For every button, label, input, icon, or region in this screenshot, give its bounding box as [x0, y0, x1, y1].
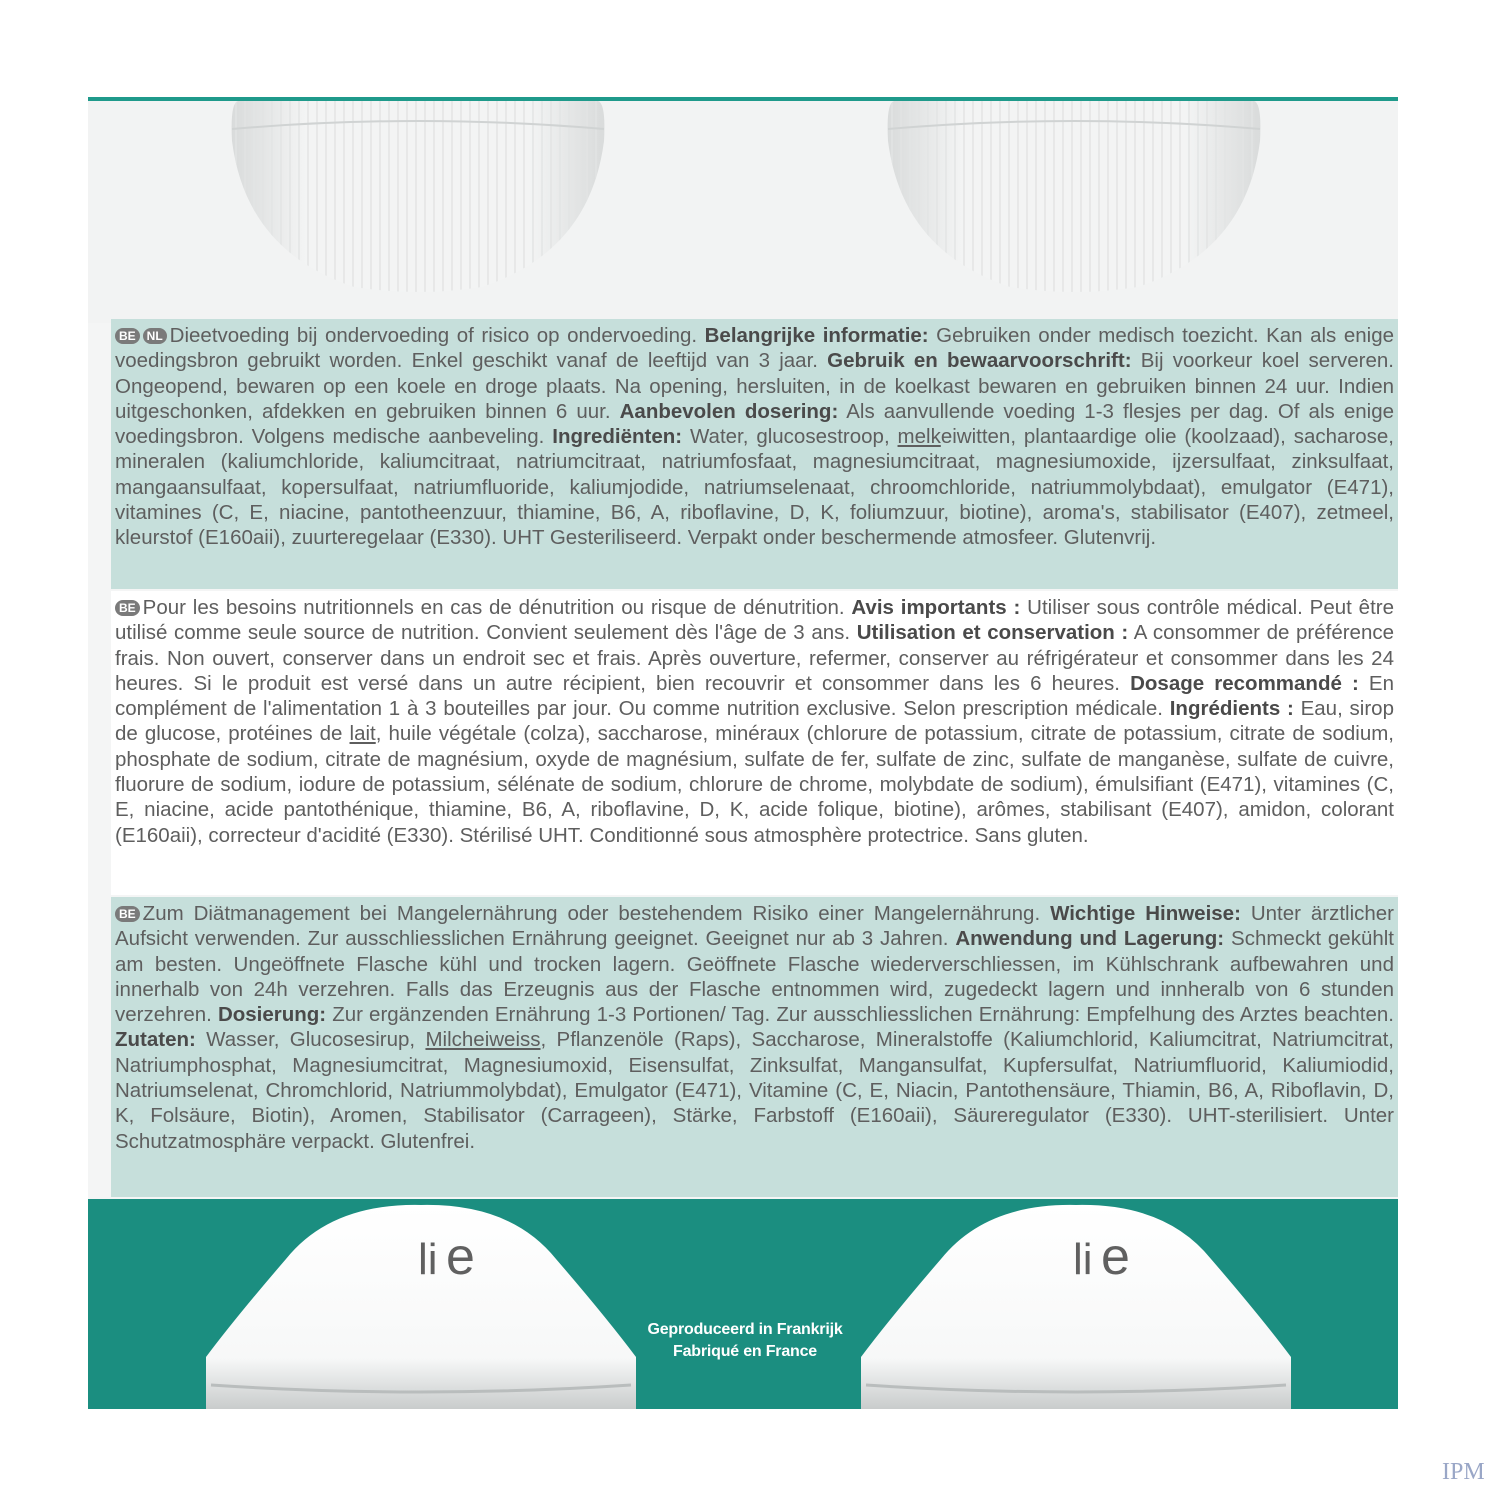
panel-text: Schmeckt gekühlt am besten. Ungeöffnete Flasche kühl und trocken lagern. Geöffnete Flasche wiederverschliessen, im Kühlschrank aufbewahren und innerhalb von 24h verzehren. Falls das Erzeugnis aus der Flasche entnommen wird, zugedeckt lagern und innheralb von 6 stunden verzehren. [115, 927, 1394, 1027]
language-badge-be: BE [115, 906, 140, 922]
language-badge-nl: NL [143, 328, 167, 344]
package-top-band [88, 97, 1398, 323]
panel-text: Dieetvoeding bij ondervoeding of risico op ondervoeding. [169, 324, 705, 347]
allergen-milk: lait [349, 722, 376, 746]
panel-text: Bij voorkeur koel serveren. Ongeopend, bewaren op een koele en droge plaats. Na opening, hersluiten, in de koelkast bewaren en gebruiken binnen 24 uur. Indien uitgeschonken, afdekken en gebruiken binnen 6 uur. [115, 349, 1394, 423]
heading-usage-storage: Gebruik en bewaarvoorschrift: [827, 349, 1132, 373]
panel-text: Utiliser sous contrôle médical. Peut être utilisé comme seule source de nutrition. Convient seulement dès l'âge de 3 ans. [115, 596, 1394, 645]
panel-text: Unter ärztlicher Aufsicht verwenden. Zur ausschliesslichen Ernährung geeignet. Geeignet nur ab 3 Jahren. [115, 902, 1395, 951]
panel-text: Wasser, Glucosesirup, [195, 1028, 426, 1052]
panel-text: Pour les besoins nutritionnels en cas de dénutrition ou risque de dénutrition. [142, 596, 852, 619]
heading-ingredients: Ingrédients : [1169, 697, 1294, 721]
heading-dosage: Aanbevolen dosering: [619, 399, 839, 423]
bottle-cap-left [232, 101, 604, 291]
panel-text: En complément de l'alimentation 1 à 3 bouteilles par jour. Ou comme nutrition exclusive. Selon prescription médicale. [115, 671, 1395, 721]
panel-text: Gebruiken onder medisch toezicht. Kan als enige voedingsbron gebruikt worden. Enkel geschikt vanaf de leeftijd van 3 jaar. [115, 324, 1395, 373]
product-package [88, 97, 1398, 1409]
origin-french: Fabriqué en France [673, 1343, 817, 1360]
svg-text:e: e [446, 1228, 475, 1286]
panel-text: Eau, sirop de glucose, protéines de [115, 697, 1394, 746]
watermark-logo-icon [1440, 1455, 1485, 1485]
allergen-milk: melk [897, 425, 941, 449]
heading-important-info: Belangrijke informatie: [704, 324, 929, 347]
origin-dutch: Geproduceerd in Frankrijk [647, 1321, 843, 1338]
panel-text: A consommer de préférence frais. Non ouvert, conserver dans un endroit sec et frais. Après ouverture, refermer, conserver au réfrigérateur et consommer dans les 24 heures. Si le produit est versé dans un autre récipient, bien recouvrir et consommer dans les 6 heures. [115, 621, 1395, 695]
panel-text: Als aanvullende voeding 1-3 flesjes per dag. Of als enige voedingsbron. Volgens medische aanbeveling. [115, 399, 1394, 449]
bottle-base-left [206, 1199, 636, 1409]
language-badge-be: BE [115, 600, 140, 616]
language-badge-be: BE [115, 328, 140, 344]
heading-ingredients: Ingrediënten: [552, 425, 683, 449]
bottle-cap-right [888, 101, 1260, 291]
svg-text:IPM: IPM [1442, 1459, 1485, 1485]
heading-ingredients: Zutaten: [115, 1028, 196, 1052]
allergen-milk: Milcheiweiss [425, 1028, 541, 1052]
heading-dosage: Dosage recommandé : [1130, 671, 1359, 695]
heading-dosage: Dosierung: [217, 1003, 327, 1027]
origin-statement [625, 1319, 865, 1363]
panel-text: , huile végétale (colza), saccharose, minéraux (chlorure de potassium, citrate de potassium, citrate de sodium, phosphate de sodium, citrate de magnésium, oxyde de magnésium, sulfate de fer, sulfate de zinc, sulfate de manganèse, sulfate de cuivre, fluorure de sodium, iodure de potassium, sélénate de sodium, chlorure de chrome, molybdate de sodium), émulsifiant (E471), vitamines (C, E, niacine, acide pantothénique, thiamine, B6, A, riboflavine, D, K, acide folique, biotine), arômes, stabilisant (E407), amidon, colorant (E160aii), correcteur d'acidité (E330). Stérilisé UHT. Conditionné sous atmosphère protectrice. Sans gluten. [115, 722, 1395, 847]
label-panel-dutch [111, 319, 1398, 589]
panel-text: , Pflanzenöle (Raps), Saccharose, Mineralstoffe (Kaliumchlorid, Kaliumcitrat, Natriumcitrat, Natriumphosphat, Magnesiumcitrat, Magnesiumoxid, Eisensulfat, Zinksulfat, Mangansulfat, Kupfersulfat, Natriumfluorid, Kaliumiodid, Natriumselenat, Chromchlorid, Natriummolybdat), Emulgator (E471), Vitamine (C, E, Niacin, Pantothensäure, Thiamin, B6, A, Riboflavin, D, K, Folsäure, Biotin), Aromen, Stabilisator (Carrageen), Stärke, Farbstoff (E160aii), Säureregulator (E330). UHT-sterilisiert. Unter Schutzatmosphäre verpackt. Glutenfrei. [115, 1028, 1394, 1153]
bottle-base-right [861, 1199, 1291, 1409]
label-panel-french [111, 591, 1398, 895]
panel-text: Water, glucosestroop, [682, 425, 898, 449]
heading-usage-storage: Anwendung und Lagerung: [955, 927, 1225, 951]
panel-text: Zur ergänzenden Ernährung 1-3 Portionen/ Tag. Zur ausschliesslichen Ernährung: Empfelhung des Arztes beachten. [326, 1003, 1394, 1027]
package-bottom-band [88, 1199, 1398, 1409]
svg-text:li: li [418, 1235, 438, 1284]
panel-text: Zum Diätmanagement bei Mangelernährung oder bestehendem Risiko einer Mangelernährung. [142, 902, 1051, 925]
label-panel-german [111, 897, 1398, 1197]
heading-important-info: Wichtige Hinweise: [1050, 902, 1241, 925]
heading-important-info: Avis importants : [851, 596, 1021, 619]
svg-text:e: e [1101, 1228, 1130, 1286]
heading-usage-storage: Utilisation et conservation : [856, 621, 1129, 645]
svg-text:li: li [1073, 1235, 1093, 1284]
panel-text: eiwitten, plantaardige olie (koolzaad), sacharose, mineralen (kaliumchloride, kaliumcitraat, natriumcitraat, natriumfosfaat, magnesiumcitraat, magnesiumoxide, ijzersulfaat, zinksulfaat, mangaansulfaat, kopersulfaat, natriumfluoride, kaliumjodide, natriumselenaat, chroomchloride, natriummolybdaat), emulgator (E471), vitamines (C, E, niacine, pantotheenzuur, thiamine, B6, A, riboflavine, D, K, foliumzuur, biotine), aroma's, stabilisator (E407), zetmeel, kleurstof (E160aii), zuurteregelaar (E330). UHT Gesteriliseerd. Verpakt onder beschermende atmosfeer. Glutenvrij. [115, 425, 1394, 550]
